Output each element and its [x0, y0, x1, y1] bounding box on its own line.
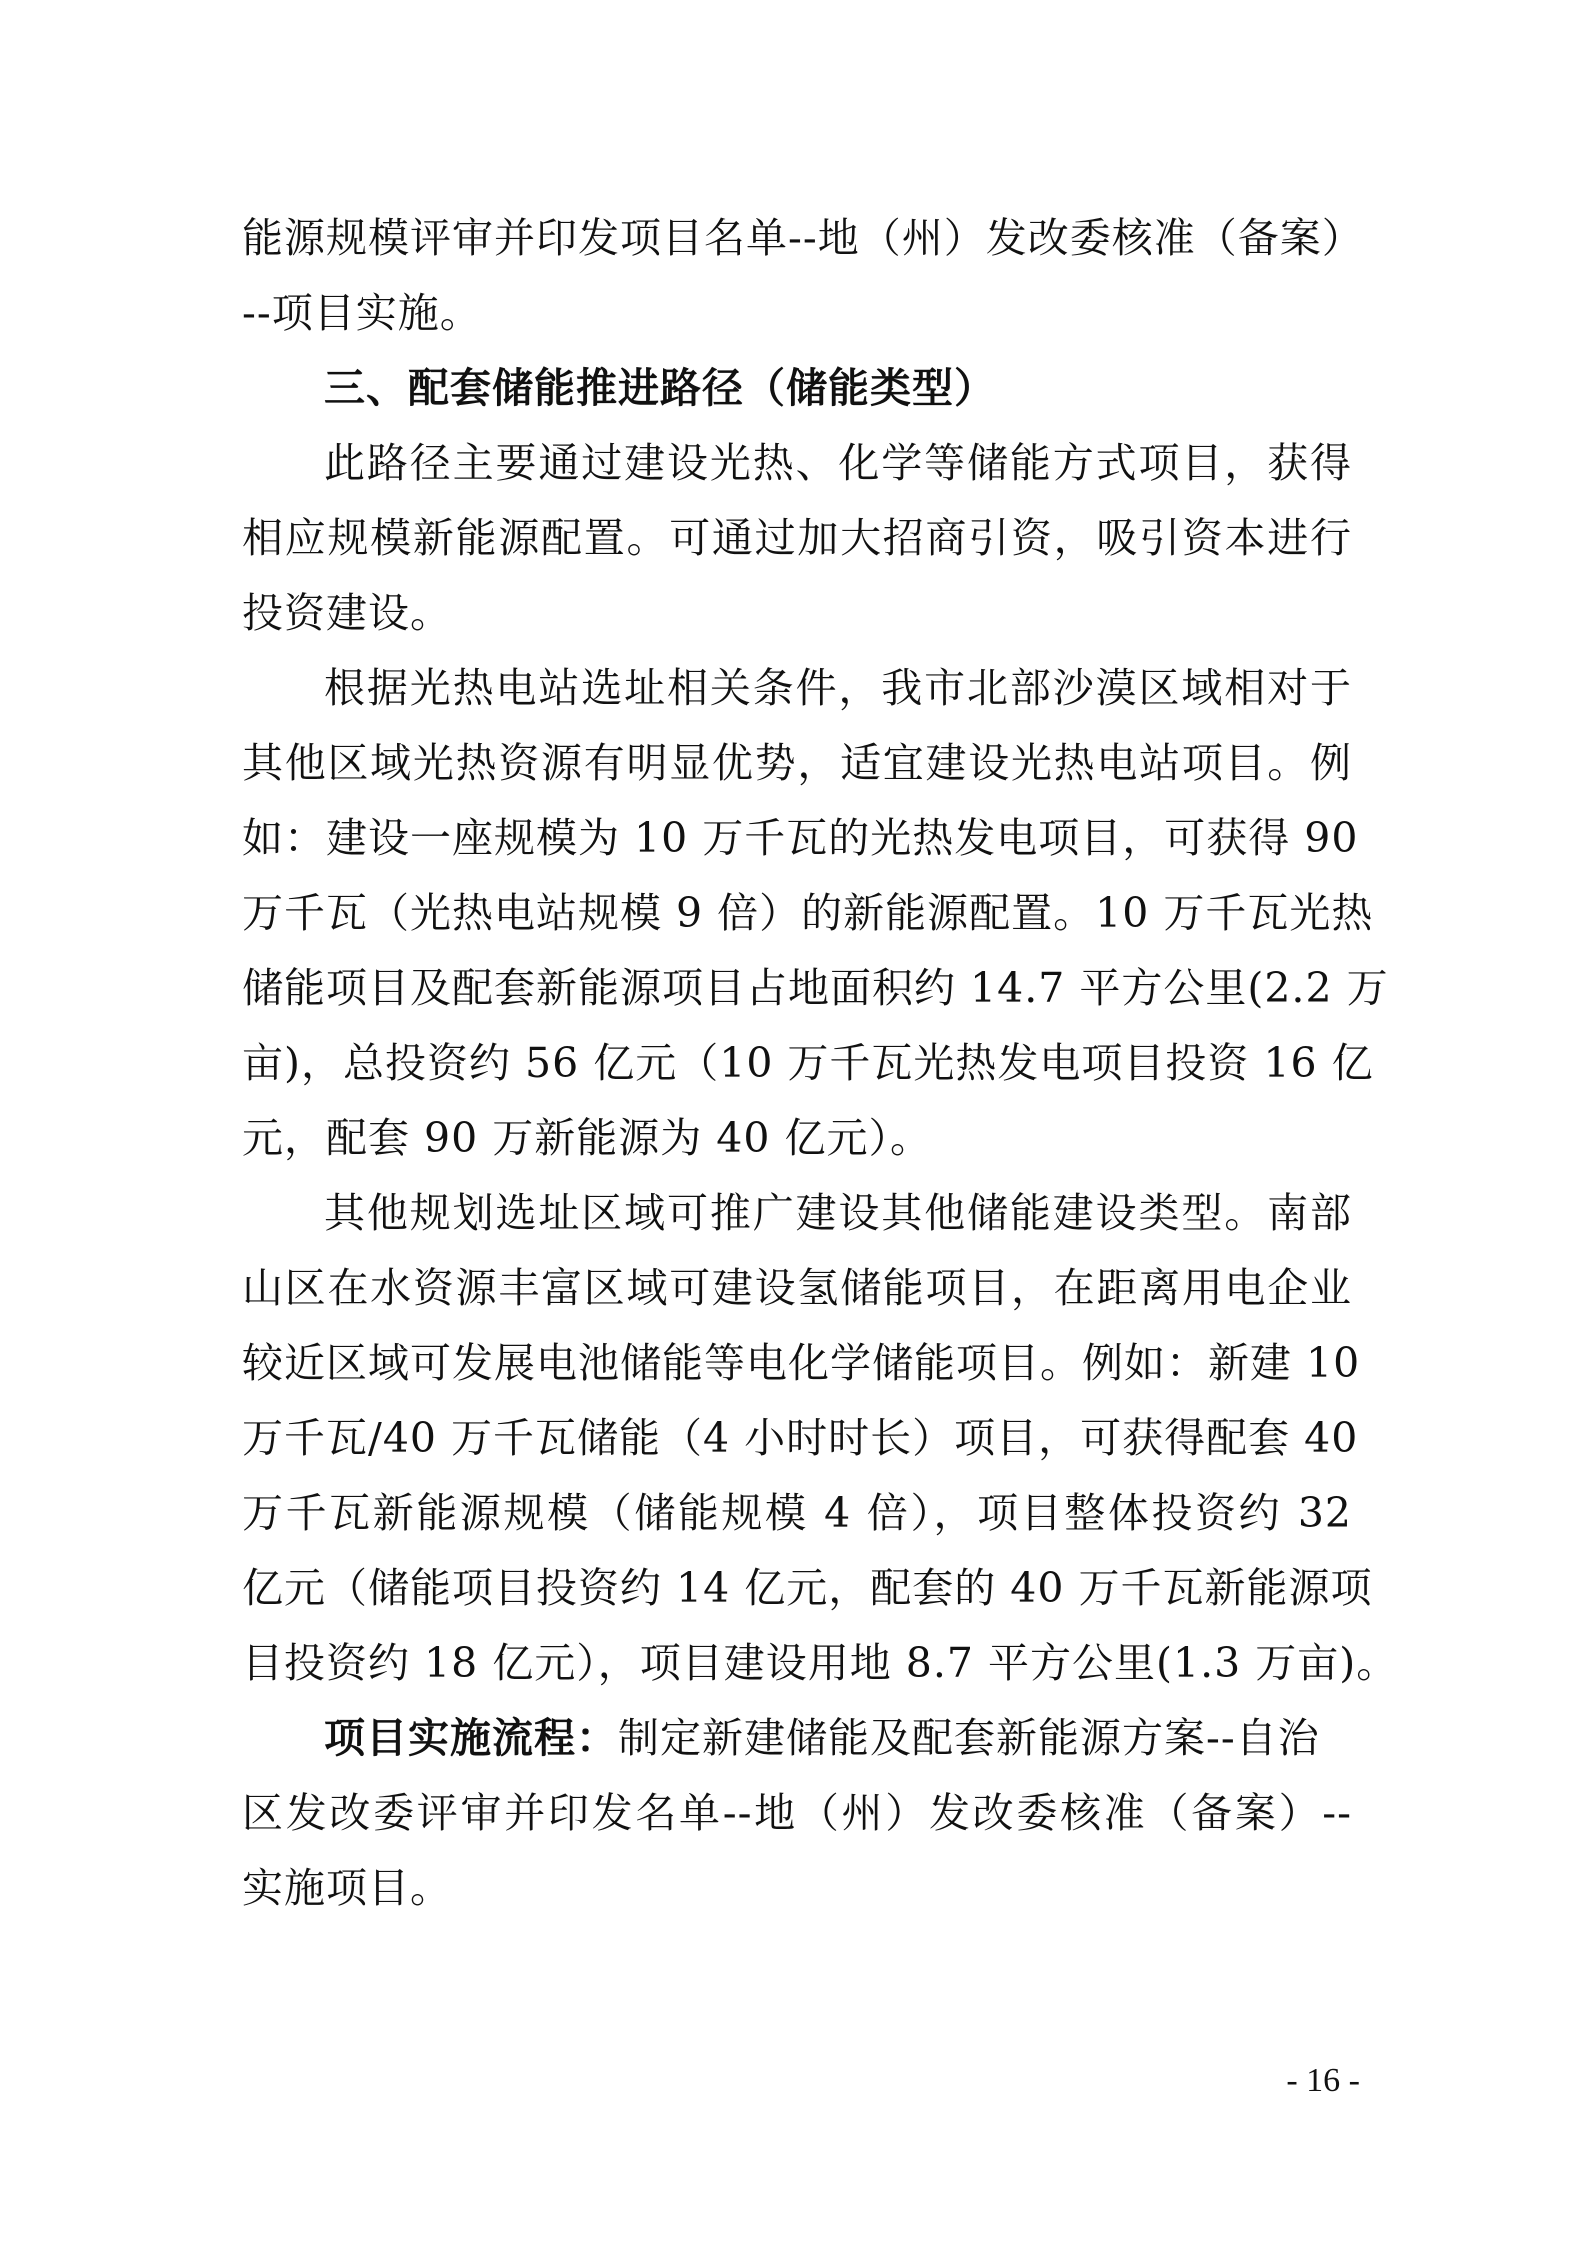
paragraph-line: 目投资约 18 亿元），项目建设用地 8.7 平方公里(1.3 万亩)。 [242, 1639, 1399, 1687]
paragraph-line: 万千瓦新能源规模（储能规模 4 倍），项目整体投资约 32 [242, 1489, 1352, 1537]
paragraph-line: 万千瓦/40 万千瓦储能（4 小时时长）项目，可获得配套 40 [242, 1414, 1359, 1462]
paragraph-line: 山区在水资源丰富区域可建设氢储能项目，在距离用电企业 [242, 1264, 1352, 1312]
paragraph-line: 如：建设一座规模为 10 万千瓦的光热发电项目，可获得 90 [242, 814, 1359, 862]
paragraph-line: 其他规划选址区域可推广建设其他储能建设类型。南部 [324, 1189, 1352, 1237]
paragraph-line: 亩)，总投资约 56 亿元（10 万千瓦光热发电项目投资 16 亿 [242, 1039, 1374, 1087]
paragraph-line: 实施项目。 [242, 1864, 452, 1912]
paragraph-line: 储能项目及配套新能源项目占地面积约 14.7 平方公里(2.2 万 [242, 964, 1389, 1012]
paragraph-line [324, 1713, 1352, 1763]
process-label: 项目实施流程： [324, 1714, 618, 1762]
paragraph-line: 万千瓦（光热电站规模 9 倍）的新能源配置。10 万千瓦光热 [242, 889, 1374, 937]
paragraph-line: 区发改委评审并印发名单--地（州）发改委核准（备案）-- [242, 1789, 1352, 1837]
section-heading: 三、配套储能推进路径（储能类型） [324, 364, 996, 412]
paragraph-line: 元，配套 90 万新能源为 40 亿元）。 [242, 1114, 932, 1162]
paragraph-line: 相应规模新能源配置。可通过加大招商引资，吸引资本进行 [242, 514, 1352, 562]
paragraph-line: 根据光热电站选址相关条件，我市北部沙漠区域相对于 [324, 664, 1352, 712]
paragraph-line: 较近区域可发展电池储能等电化学储能项目。例如：新建 10 [242, 1339, 1361, 1387]
paragraph-line: 投资建设。 [242, 589, 452, 637]
process-text: 制定新建储能及配套新能源方案--自治 [618, 1714, 1320, 1762]
paragraph-line: 亿元（储能项目投资约 14 亿元，配套的 40 万千瓦新能源项 [242, 1564, 1373, 1612]
page-number: - 16 - [1286, 2062, 1360, 2099]
paragraph-line: --项目实施。 [242, 289, 482, 337]
paragraph-line: 此路径主要通过建设光热、化学等储能方式项目，获得 [324, 439, 1352, 487]
paragraph-line: 其他区域光热资源有明显优势，适宜建设光热电站项目。例 [242, 739, 1352, 787]
paragraph-line: 能源规模评审并印发项目名单--地（州）发改委核准（备案） [242, 214, 1364, 262]
